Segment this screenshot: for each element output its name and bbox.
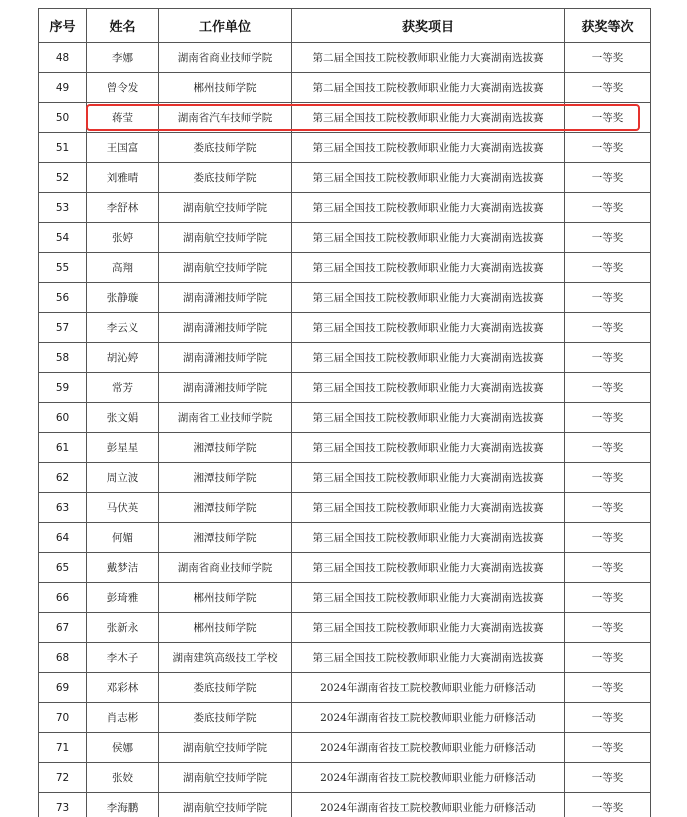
cell-award-level: 一等奖 (565, 313, 651, 343)
cell-name: 李云义 (87, 313, 159, 343)
cell-work-unit: 湘潭技师学院 (159, 493, 292, 523)
cell-number: 67 (39, 613, 87, 643)
cell-name: 李娜 (87, 43, 159, 73)
cell-number: 57 (39, 313, 87, 343)
header-award-project: 获奖项目 (292, 9, 565, 43)
cell-award-project: 第三届全国技工院校教师职业能力大赛湖南选拔赛 (292, 343, 565, 373)
cell-work-unit: 郴州技师学院 (159, 583, 292, 613)
cell-award-project: 第三届全国技工院校教师职业能力大赛湖南选拔赛 (292, 313, 565, 343)
cell-number: 60 (39, 403, 87, 433)
cell-award-level: 一等奖 (565, 343, 651, 373)
table-row (39, 463, 651, 493)
cell-work-unit: 湖南潇湘技师学院 (159, 313, 292, 343)
cell-name: 常芳 (87, 373, 159, 403)
cell-number: 65 (39, 553, 87, 583)
cell-number: 69 (39, 673, 87, 703)
cell-name: 李海鹏 (87, 793, 159, 817)
cell-name: 张新永 (87, 613, 159, 643)
header-name: 姓名 (87, 9, 159, 43)
cell-award-level: 一等奖 (565, 643, 651, 673)
cell-award-project: 第三届全国技工院校教师职业能力大赛湖南选拔赛 (292, 193, 565, 223)
cell-number: 58 (39, 343, 87, 373)
table-row (39, 43, 651, 73)
cell-name: 何媚 (87, 523, 159, 553)
cell-work-unit: 湖南省工业技师学院 (159, 403, 292, 433)
cell-award-project: 第三届全国技工院校教师职业能力大赛湖南选拔赛 (292, 403, 565, 433)
table-row (39, 253, 651, 283)
cell-award-project: 第三届全国技工院校教师职业能力大赛湖南选拔赛 (292, 163, 565, 193)
cell-name: 曾令发 (87, 73, 159, 103)
table-row (39, 613, 651, 643)
cell-award-project: 第三届全国技工院校教师职业能力大赛湖南选拔赛 (292, 433, 565, 463)
cell-award-project: 第三届全国技工院校教师职业能力大赛湖南选拔赛 (292, 493, 565, 523)
cell-work-unit: 湖南建筑高级技工学校 (159, 643, 292, 673)
cell-award-project: 第三届全国技工院校教师职业能力大赛湖南选拔赛 (292, 373, 565, 403)
cell-award-level: 一等奖 (565, 523, 651, 553)
table-row (39, 343, 651, 373)
cell-award-project: 第三届全国技工院校教师职业能力大赛湖南选拔赛 (292, 613, 565, 643)
cell-work-unit: 湖南潇湘技师学院 (159, 373, 292, 403)
cell-award-level: 一等奖 (565, 193, 651, 223)
cell-award-level: 一等奖 (565, 103, 651, 133)
cell-award-level: 一等奖 (565, 283, 651, 313)
table-row (39, 793, 651, 817)
cell-award-project: 2024年湖南省技工院校教师职业能力研修活动 (292, 673, 565, 703)
table-row (39, 73, 651, 103)
cell-award-level: 一等奖 (565, 673, 651, 703)
cell-number: 53 (39, 193, 87, 223)
table-row (39, 163, 651, 193)
cell-award-project: 第三届全国技工院校教师职业能力大赛湖南选拔赛 (292, 253, 565, 283)
cell-name: 张姣 (87, 763, 159, 793)
cell-work-unit: 湖南潇湘技师学院 (159, 283, 292, 313)
cell-number: 51 (39, 133, 87, 163)
table-row (39, 493, 651, 523)
cell-award-level: 一等奖 (565, 793, 651, 817)
cell-name: 彭星星 (87, 433, 159, 463)
cell-number: 72 (39, 763, 87, 793)
cell-name: 侯娜 (87, 733, 159, 763)
header-number: 序号 (39, 9, 87, 43)
header-work-unit: 工作单位 (159, 9, 292, 43)
cell-work-unit: 湖南航空技师学院 (159, 793, 292, 817)
cell-number: 64 (39, 523, 87, 553)
table-row (39, 703, 651, 733)
cell-number: 63 (39, 493, 87, 523)
cell-number: 59 (39, 373, 87, 403)
cell-award-level: 一等奖 (565, 493, 651, 523)
cell-award-project: 第三届全国技工院校教师职业能力大赛湖南选拔赛 (292, 583, 565, 613)
cell-number: 48 (39, 43, 87, 73)
cell-award-level: 一等奖 (565, 553, 651, 583)
table-row (39, 403, 651, 433)
cell-award-project: 第三届全国技工院校教师职业能力大赛湖南选拔赛 (292, 643, 565, 673)
cell-work-unit: 湖南省商业技师学院 (159, 553, 292, 583)
cell-name: 周立波 (87, 463, 159, 493)
table-row (39, 583, 651, 613)
cell-work-unit: 湘潭技师学院 (159, 433, 292, 463)
cell-name: 蒋莹 (87, 103, 159, 133)
cell-award-project: 第三届全国技工院校教师职业能力大赛湖南选拔赛 (292, 133, 565, 163)
cell-name: 肖志彬 (87, 703, 159, 733)
cell-name: 马伏英 (87, 493, 159, 523)
cell-name: 王国富 (87, 133, 159, 163)
table-body (39, 43, 651, 817)
cell-award-level: 一等奖 (565, 583, 651, 613)
cell-work-unit: 娄底技师学院 (159, 133, 292, 163)
cell-number: 68 (39, 643, 87, 673)
cell-work-unit: 娄底技师学院 (159, 673, 292, 703)
cell-award-level: 一等奖 (565, 373, 651, 403)
cell-work-unit: 湖南航空技师学院 (159, 763, 292, 793)
awards-table (38, 8, 651, 817)
cell-name: 胡沁婷 (87, 343, 159, 373)
cell-number: 52 (39, 163, 87, 193)
table-row (39, 223, 651, 253)
cell-name: 李木子 (87, 643, 159, 673)
table-row (39, 103, 651, 133)
table-row (39, 133, 651, 163)
cell-award-level: 一等奖 (565, 163, 651, 193)
cell-work-unit: 湖南航空技师学院 (159, 193, 292, 223)
cell-work-unit: 湖南航空技师学院 (159, 223, 292, 253)
cell-name: 高翔 (87, 253, 159, 283)
cell-award-project: 第三届全国技工院校教师职业能力大赛湖南选拔赛 (292, 553, 565, 583)
cell-award-level: 一等奖 (565, 223, 651, 253)
cell-award-project: 第三届全国技工院校教师职业能力大赛湖南选拔赛 (292, 223, 565, 253)
table-row (39, 373, 651, 403)
cell-name: 邓彩林 (87, 673, 159, 703)
cell-number: 55 (39, 253, 87, 283)
table-row (39, 313, 651, 343)
cell-award-project: 第二届全国技工院校教师职业能力大赛湖南选拔赛 (292, 73, 565, 103)
table-row (39, 523, 651, 553)
table-row (39, 283, 651, 313)
cell-award-level: 一等奖 (565, 73, 651, 103)
cell-work-unit: 湖南潇湘技师学院 (159, 343, 292, 373)
table-row (39, 553, 651, 583)
table-row (39, 673, 651, 703)
cell-award-level: 一等奖 (565, 703, 651, 733)
cell-number: 61 (39, 433, 87, 463)
cell-work-unit: 湘潭技师学院 (159, 463, 292, 493)
cell-award-project: 2024年湖南省技工院校教师职业能力研修活动 (292, 793, 565, 817)
cell-award-project: 第三届全国技工院校教师职业能力大赛湖南选拔赛 (292, 463, 565, 493)
cell-number: 62 (39, 463, 87, 493)
cell-award-level: 一等奖 (565, 733, 651, 763)
cell-number: 73 (39, 793, 87, 817)
table-row (39, 733, 651, 763)
table-header-row (39, 9, 651, 43)
cell-number: 71 (39, 733, 87, 763)
header-award-level: 获奖等次 (565, 9, 651, 43)
cell-name: 张静璇 (87, 283, 159, 313)
cell-award-project: 第二届全国技工院校教师职业能力大赛湖南选拔赛 (292, 43, 565, 73)
cell-award-level: 一等奖 (565, 433, 651, 463)
cell-award-level: 一等奖 (565, 613, 651, 643)
cell-work-unit: 郴州技师学院 (159, 73, 292, 103)
cell-award-level: 一等奖 (565, 133, 651, 163)
cell-award-project: 第三届全国技工院校教师职业能力大赛湖南选拔赛 (292, 103, 565, 133)
cell-name: 彭琦雅 (87, 583, 159, 613)
cell-number: 54 (39, 223, 87, 253)
cell-number: 66 (39, 583, 87, 613)
cell-number: 49 (39, 73, 87, 103)
cell-award-level: 一等奖 (565, 763, 651, 793)
cell-name: 张文娟 (87, 403, 159, 433)
cell-work-unit: 郴州技师学院 (159, 613, 292, 643)
cell-work-unit: 湖南航空技师学院 (159, 733, 292, 763)
cell-award-level: 一等奖 (565, 463, 651, 493)
cell-work-unit: 娄底技师学院 (159, 703, 292, 733)
table-row (39, 433, 651, 463)
table-row (39, 193, 651, 223)
cell-award-project: 2024年湖南省技工院校教师职业能力研修活动 (292, 703, 565, 733)
cell-number: 70 (39, 703, 87, 733)
cell-name: 刘雅晴 (87, 163, 159, 193)
cell-award-project: 2024年湖南省技工院校教师职业能力研修活动 (292, 733, 565, 763)
cell-number: 50 (39, 103, 87, 133)
cell-name: 张婷 (87, 223, 159, 253)
table-row (39, 643, 651, 673)
cell-name: 李舒林 (87, 193, 159, 223)
cell-number: 56 (39, 283, 87, 313)
cell-work-unit: 湖南航空技师学院 (159, 253, 292, 283)
cell-award-level: 一等奖 (565, 403, 651, 433)
table-row (39, 763, 651, 793)
cell-award-project: 第三届全国技工院校教师职业能力大赛湖南选拔赛 (292, 523, 565, 553)
cell-work-unit: 娄底技师学院 (159, 163, 292, 193)
cell-award-project: 第三届全国技工院校教师职业能力大赛湖南选拔赛 (292, 283, 565, 313)
cell-work-unit: 湖南省汽车技师学院 (159, 103, 292, 133)
cell-award-level: 一等奖 (565, 43, 651, 73)
cell-work-unit: 湖南省商业技师学院 (159, 43, 292, 73)
cell-award-project: 2024年湖南省技工院校教师职业能力研修活动 (292, 763, 565, 793)
cell-name: 戴梦洁 (87, 553, 159, 583)
cell-work-unit: 湘潭技师学院 (159, 523, 292, 553)
cell-award-level: 一等奖 (565, 253, 651, 283)
